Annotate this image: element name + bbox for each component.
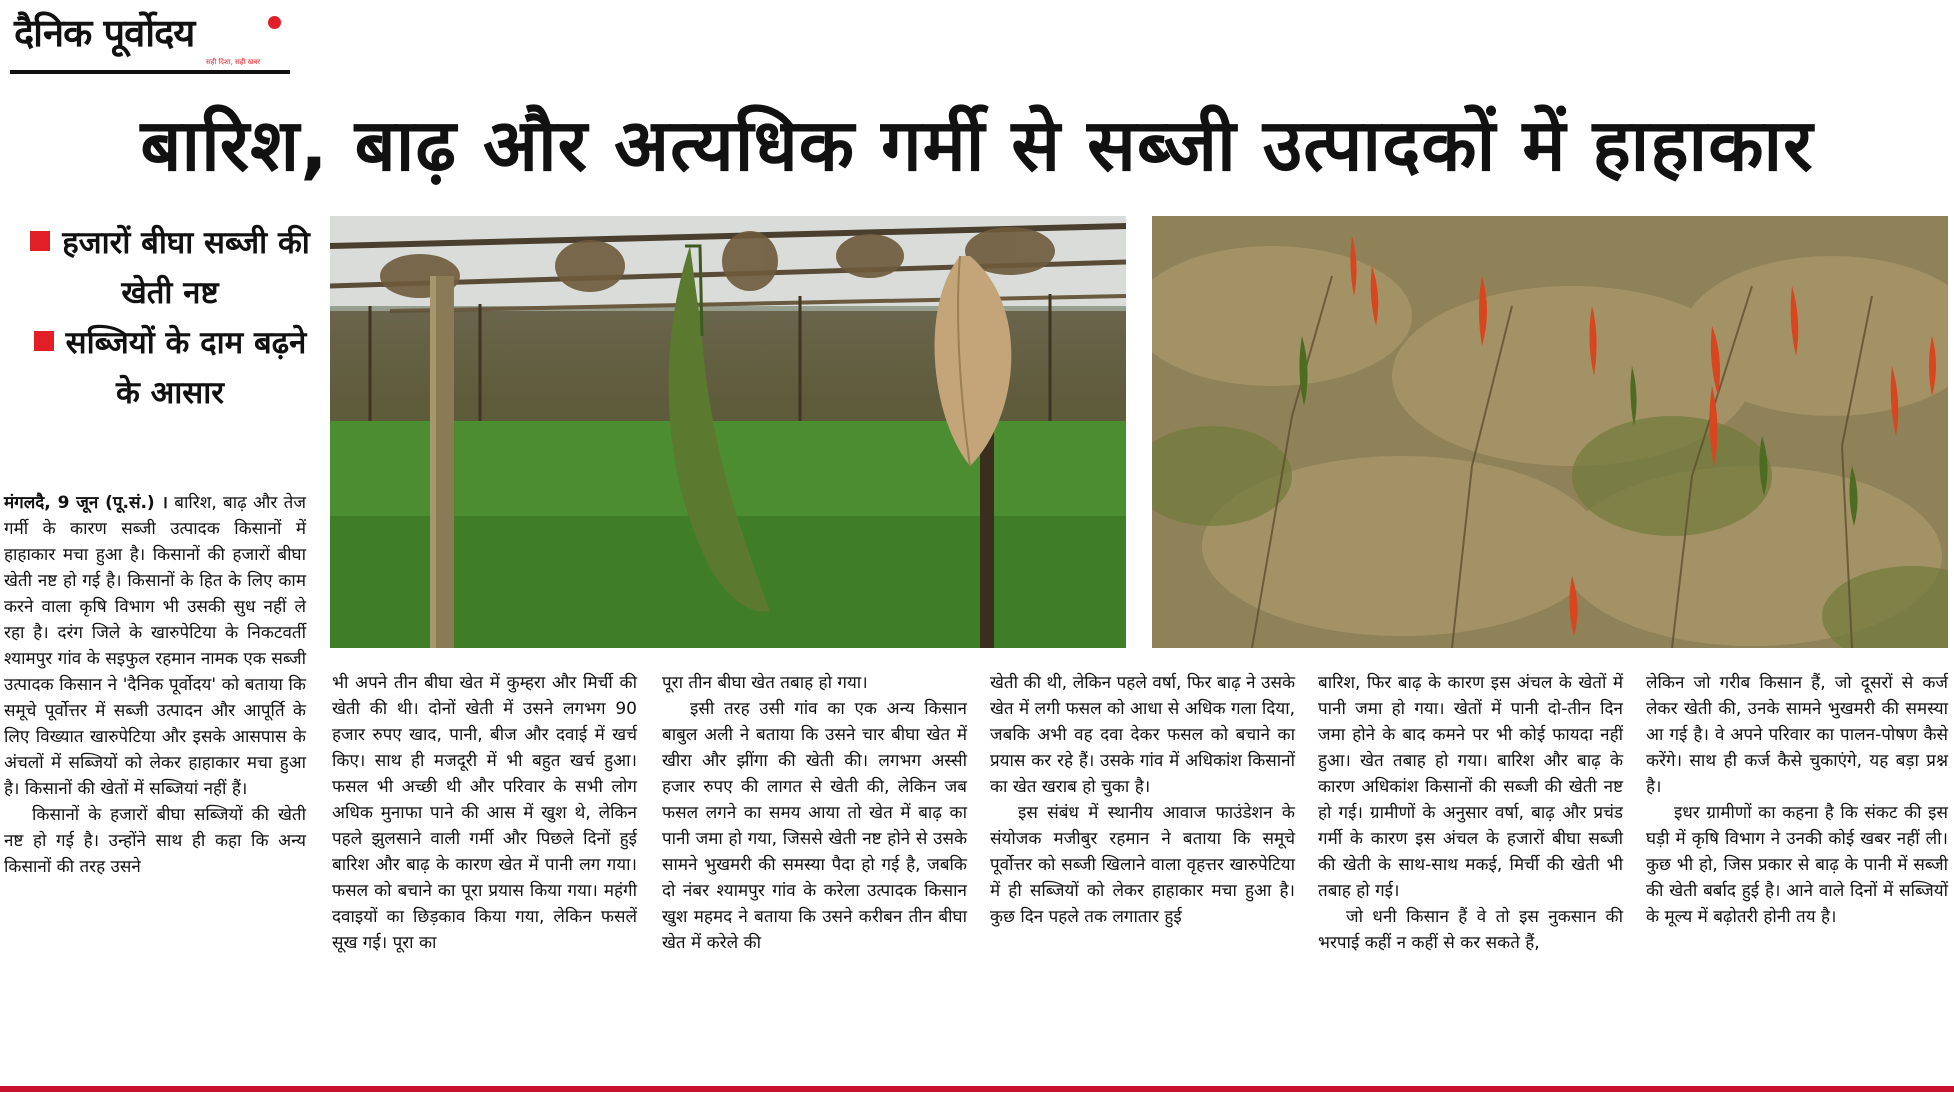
article-paragraph: बारिश, बाढ़ और तेज गर्मी के कारण सब्जी उत्पादक किसानों में हाहाकार मचा हुआ है। किसानों की हजारों बीघा खेती नष्ट हो गई है। किसानों के हित के लिए काम करने वाला कृषि विभाग भी उसकी सुध नहीं ले रहा है। दरंग जिले के खारुपेटिया के निकटवर्ती श्यामपुर गांव के सइफुल रहमान नामक एक सब्जी उत्पादक किसान ने 'दैनिक पूर्वोदय' को बताया कि समूचे पूर्वोत्तर में सब्जी उत्पादन और आपूर्ति के लिए विख्यात खारुपेटिया और इसके आसपास के अंचलों में सब्जियों को लेकर हाहाकार मचा हुआ है। किसानों की खेतों में सब्जियां नहीं हैं। <box>4 493 306 799</box>
article-column-1 <box>4 490 306 880</box>
article-paragraph: लेकिन जो गरीब किसान हैं, जो दूसरों से कर्ज लेकर खेती की, उनके सामने भुखमरी की समस्या आ गई है। वे अपने परिवार का पालन-पोषण कैसे करेंगे। साथ ही कर्ज कैसे चुकाएंगे, यह बड़ा प्रश्न है। <box>1646 673 1948 797</box>
article-paragraph: इसी तरह उसी गांव का एक अन्य किसान बाबुल अली ने बताया कि उसने चार बीघा खेत में खीरा और झींगा की खेती की। लगभग अस्सी हजार रुपए की लागत से खेती की, लेकिन जब फसल लगने का समय आया तो खेत में बाढ़ का पानी जमा हो गया, जिससे खेती नष्ट होने से उसके सामने भुखमरी की समस्या पैदा हो गई है, जबकि दो नंबर श्यामपुर गांव के करेला उत्पादक किसान खुश महमद ने बताया कि उसने करीबन तीन बीघा खेत में करेले की <box>662 699 967 953</box>
logo-red-dot <box>268 16 281 29</box>
highlight-item <box>20 218 320 318</box>
article-paragraph: किसानों के हजारों बीघा सब्जियों की खेती नष्ट हो गई है। उन्होंने साथ ही कहा कि अन्य किसानों की तरह उसने <box>4 805 306 877</box>
article-dateline: मंगलदै, 9 जून (पू.सं.) । <box>4 493 168 513</box>
chili-field-illustration <box>1152 216 1948 648</box>
article-paragraph: पूरा तीन बीघा खेत तबाह हो गया। <box>662 673 868 693</box>
article-column-5 <box>1318 670 1623 956</box>
article-column-2 <box>332 670 637 956</box>
article-column-3 <box>662 670 967 956</box>
newspaper-masthead <box>10 6 290 68</box>
red-square-bullet-icon <box>30 231 50 251</box>
highlight-text: सब्जियों के दाम बढ़ने के आसार <box>65 325 307 411</box>
highlight-item <box>20 318 320 418</box>
page-bottom-rule <box>0 1086 1954 1092</box>
newspaper-logo-title: दैनिक पूर्वोदय <box>14 11 195 55</box>
masthead-underline <box>10 70 290 74</box>
red-square-bullet-icon <box>34 331 54 351</box>
article-paragraph: बारिश, फिर बाढ़ के कारण इस अंचल के खेतों में पानी जमा हो गया। खेतों में पानी दो-तीन दिन जमा होने के बाद कमने पर भी कोई फायदा नहीं हुआ। खेत तबाह हो गया। बारिश और बाढ़ के कारण अधिकांश किसानों की सब्जी की खेती नष्ट हो गई। ग्रामीणों के अनुसार वर्षा, बाढ़ और प्रचंड गर्मी के कारण इस अंचल के हजारों बीघा सब्जी की खेती के साथ-साथ मकई, मिर्ची की खेती भी तबाह हो गई। <box>1318 673 1623 901</box>
article-paragraph: इस संबंध में स्थानीय आवाज फाउंडेशन के संयोजक मजीबुर रहमान ने बताया कि समूचे पूर्वोत्तर को सब्जी खिलाने वाला वृहत्तर खारुपेटिया में ही सब्जियों को लेकर हाहाकार मचा हुआ है। कुछ दिन पहले तक लगातार हुई <box>990 803 1295 927</box>
article-column-6 <box>1646 670 1948 930</box>
highlight-text: हजारों बीघा सब्जी की खेती नष्ट <box>62 225 310 311</box>
article-paragraph: जो धनी किसान हैं वे तो इस नुकसान की भरपाई कहीं न कहीं से कर सकते हैं, <box>1318 907 1623 953</box>
article-column-4 <box>990 670 1295 930</box>
newspaper-tagline: सही दिशा, सही खबर <box>206 58 261 66</box>
photo-damaged-gourd-field <box>330 216 1126 648</box>
article-paragraph: इधर ग्रामीणों का कहना है कि संकट की इस घड़ी में कृषि विभाग ने उनकी कोई खबर नहीं ली। कुछ भी हो, जिस प्रकार से बाढ़ के पानी में सब्जी की खेती बर्बाद हुई है। आने वाले दिनों में सब्जियों के मूल्य में बढ़ोतरी होनी तय है। <box>1646 803 1948 927</box>
gourd-field-illustration <box>330 216 1126 648</box>
article-headline: बारिश, बाढ़ और अत्यधिक गर्मी से सब्जी उत्पादकों में हाहाकार <box>140 103 1814 187</box>
article-highlights <box>20 218 320 418</box>
photo-damaged-chili-field <box>1152 216 1948 648</box>
article-paragraph: भी अपने तीन बीघा खेत में कुम्हरा और मिर्ची की खेती की थी। दोनों खेती में उसने लगभग 90 हजार रुपए खाद, पानी, बीज और दवाई में खर्च किए। साथ ही मजदूरी में भी बहुत खर्च हुआ। फसल भी अच्छी थी और परिवार के सभी लोग अधिक मुनाफा पाने की आस में खुश थे, लेकिन पहले झुलसाने वाली गर्मी और पिछले दिनों हुई बारिश और बाढ़ के कारण खेत में पानी लग गया। फसल को बचाने का पूरा प्रयास किया गया। महंगी दवाइयों का छिड़काव किया गया, लेकिन फसलें सूख गई। पूरा का <box>332 673 637 953</box>
article-paragraph: खेती की थी, लेकिन पहले वर्षा, फिर बाढ़ ने उसके खेत में लगी फसल को आधा से अधिक गला दिया, जबकि अभी वह दवा देकर फसल को बचाने का प्रयास कर रहे हैं। उसके गांव में अधिकांश किसानों का खेत खराब हो चुका है। <box>990 673 1295 797</box>
